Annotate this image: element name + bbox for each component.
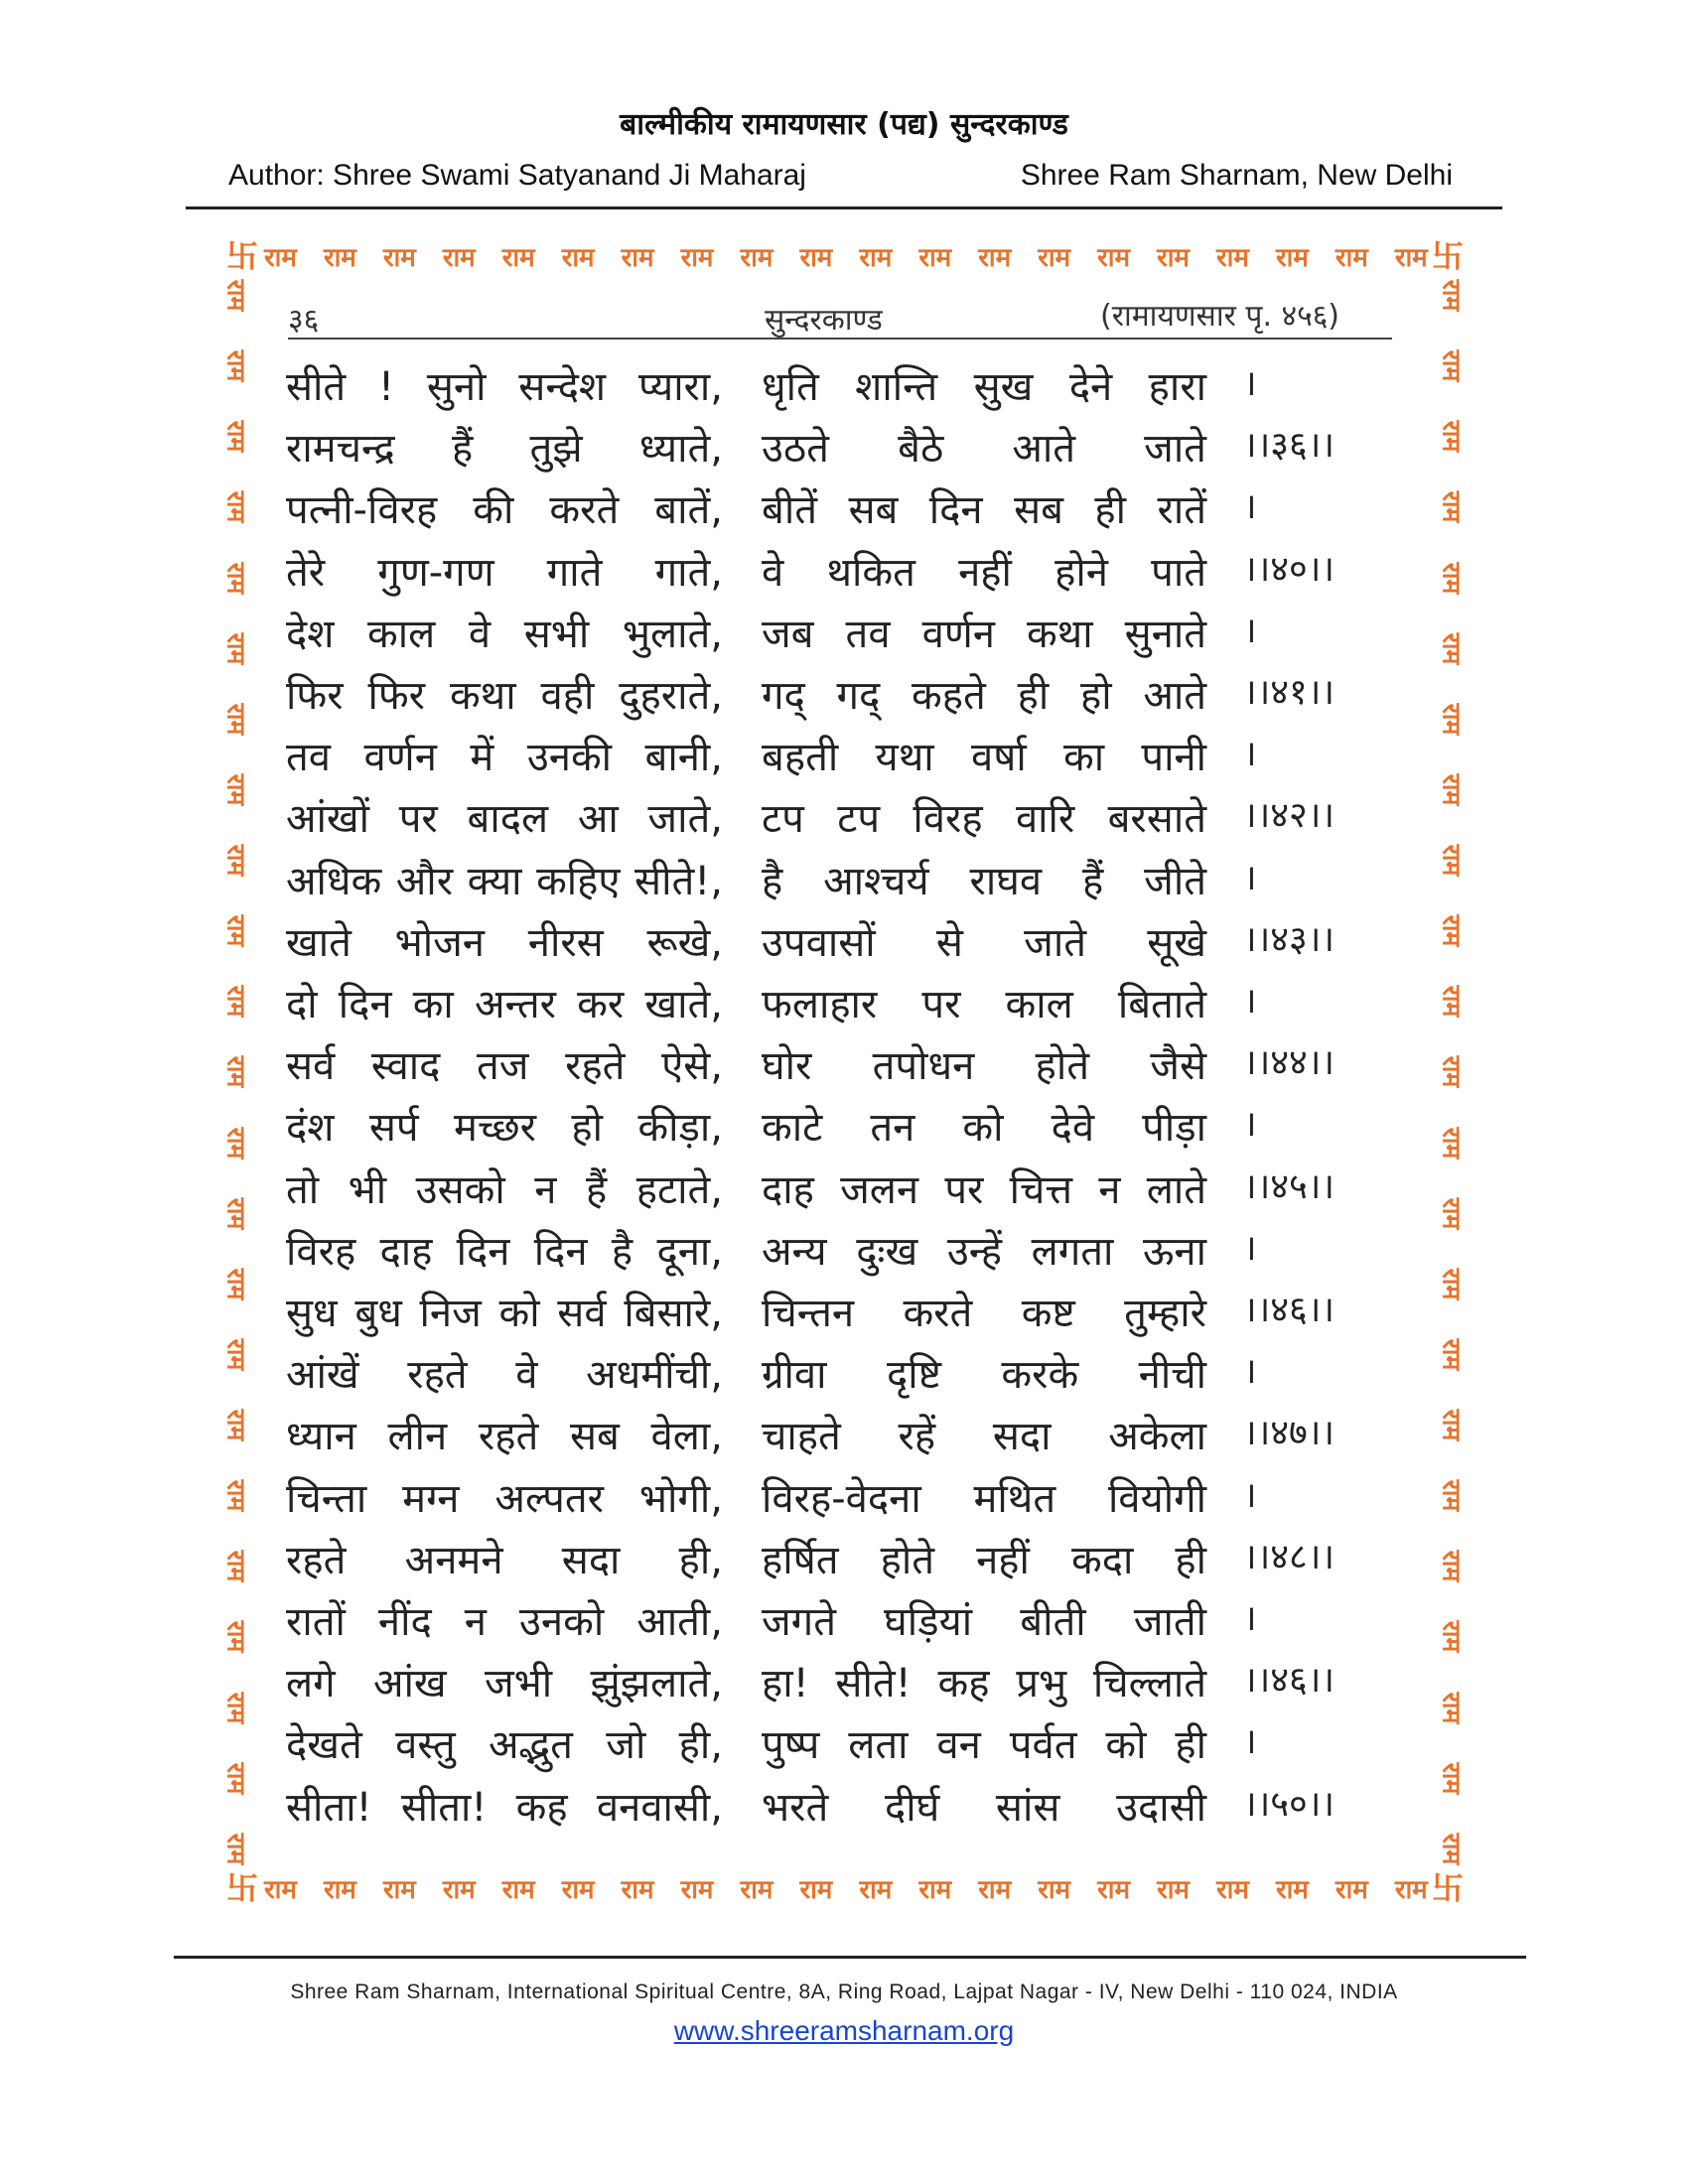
ram-word: राम: [501, 243, 535, 273]
website-link[interactable]: www.shreeramsharnam.org: [673, 2015, 1015, 2046]
ram-border-bottom: [264, 1868, 1428, 1908]
verse-number-mark: ।।४४।।: [1243, 1042, 1336, 1084]
verse-second-half: विरह-वेदना मथित वियोगी: [762, 1475, 1206, 1522]
verse-line: [0, 1715, 1688, 1777]
verse-number-mark: ।: [1243, 1721, 1257, 1763]
ram-word: राम: [918, 1875, 952, 1905]
verse-line: [0, 543, 1688, 605]
ram-word: राम: [1437, 1762, 1467, 1794]
ram-word: राम: [1038, 1875, 1071, 1905]
ram-word: राम: [221, 562, 251, 594]
ram-word: राम: [1437, 844, 1467, 877]
verse-first-half: रामचन्द्र हैं तुझे ध्याते,: [286, 426, 723, 473]
ram-word: राम: [221, 985, 251, 1018]
verse-second-half: अन्य दुःख उन्हें लगता ऊना: [762, 1228, 1206, 1275]
author-line: Author: Shree Swami Satyanand Ji Maharaj: [228, 159, 806, 192]
verse-line: [0, 1098, 1688, 1160]
verse-number-mark: ।।४६।।: [1243, 1290, 1336, 1330]
verse-second-half: चिन्तन करते कष्ट तुम्हारे: [762, 1291, 1206, 1336]
verse-second-half: है आश्चर्य राघव हैं जीते: [762, 858, 1206, 904]
verse-first-half: खाते भोजन नीरस रूखे,: [286, 919, 723, 966]
verse-line: [0, 419, 1688, 480]
verse-second-half: चाहते रहें सदा अकेला: [762, 1414, 1206, 1460]
verse-number-mark: ।।४१।।: [1243, 672, 1336, 713]
verse-first-half: फिर फिर कथा वही दुहराते,: [286, 673, 723, 719]
verse-second-half: हर्षित होते नहीं कदा ही: [762, 1537, 1206, 1583]
ram-word: राम: [799, 1875, 833, 1905]
ram-word: राम: [1335, 243, 1368, 273]
ram-word: राम: [859, 243, 893, 273]
verse-number-mark: ।: [1243, 1227, 1257, 1269]
verse-second-half: भरते दीर्घ सांस उदासी: [762, 1784, 1206, 1831]
ram-word: राम: [221, 491, 251, 523]
verse-line: [0, 1160, 1688, 1222]
ram-word: राम: [740, 243, 774, 273]
ram-word: राम: [740, 1875, 774, 1905]
verse-second-half: बहती यथा वर्षा का पानी: [762, 735, 1206, 781]
verse-first-half: सुध बुध निज को सर्व बिसारे,: [286, 1291, 723, 1336]
verse-first-half: लगे आंख जभी झुंझलाते,: [286, 1661, 723, 1707]
verse-second-half: काटे तन को देवे पीड़ा: [762, 1105, 1206, 1152]
verse-second-half: गद् गद् कहते ही हो आते: [762, 673, 1206, 719]
verse-line: [0, 1284, 1688, 1345]
ram-word: राम: [859, 1875, 893, 1905]
ram-word: राम: [1335, 1875, 1368, 1905]
ram-word: राम: [221, 914, 251, 947]
ram-word: राम: [323, 1875, 356, 1905]
ram-word: राम: [1437, 1197, 1467, 1229]
ram-word: राम: [1437, 1621, 1467, 1653]
ram-word: राम: [221, 1197, 251, 1229]
ram-word: राम: [561, 243, 595, 273]
inner-header-divider: [288, 338, 1392, 340]
verse-first-half: आंखों पर बादल आ जाते,: [286, 796, 723, 843]
verse-number-mark: ।।४८।।: [1243, 1536, 1336, 1577]
page-number: ३६: [288, 303, 320, 338]
verse-second-half: हा! सीते! कह प्रभु चिल्लाते: [762, 1661, 1206, 1707]
ram-word: राम: [918, 243, 952, 273]
verse-line: [0, 605, 1688, 666]
ram-word: राम: [264, 243, 297, 273]
ram-word: राम: [221, 349, 251, 382]
ram-word: राम: [1437, 773, 1467, 806]
verse-first-half: अधिक और क्या कहिए सीते!,: [286, 858, 723, 904]
verse-line: [0, 1222, 1688, 1284]
verse-line: [0, 480, 1688, 542]
ram-word: राम: [442, 243, 476, 273]
ram-word: राम: [1275, 243, 1309, 273]
verse-first-half: आंखें रहते वे अधमींची,: [286, 1352, 723, 1399]
verse-line: [0, 357, 1688, 419]
verse-number-mark: ।।४२।।: [1243, 795, 1336, 837]
verse-second-half: जगते घड़ियां बीती जाती: [762, 1599, 1206, 1645]
verse-second-half: बीतें सब दिन सब ही रातें: [762, 487, 1206, 534]
ram-word: राम: [442, 1875, 476, 1905]
ram-word: राम: [221, 1833, 251, 1865]
ram-word: राम: [621, 243, 654, 273]
ram-word: राम: [1437, 279, 1467, 312]
ram-word: राम: [221, 1127, 251, 1159]
ram-word: राम: [382, 1875, 416, 1905]
verse-line: [0, 913, 1688, 975]
verse-first-half: रहते अनमने सदा ही,: [286, 1537, 723, 1583]
verse-first-half: देश काल वे सभी भुलाते,: [286, 611, 723, 657]
verse-line: [0, 975, 1688, 1036]
ram-word: राम: [1097, 243, 1131, 273]
verse-first-half: तव वर्णन में उनकी बानी,: [286, 735, 723, 781]
verse-first-half: चिन्ता मग्न अल्पतर भोगी,: [286, 1475, 723, 1522]
ram-word: राम: [221, 1056, 251, 1088]
ram-word: राम: [221, 1762, 251, 1794]
ram-word: राम: [1394, 1875, 1428, 1905]
verse-first-half: देखते वस्तु अद्भुत जो ही,: [286, 1722, 723, 1769]
verse-line: [0, 1469, 1688, 1531]
ram-word: राम: [680, 1875, 714, 1905]
verse-number-mark: ।: [1243, 610, 1257, 651]
ram-word: राम: [1437, 1833, 1467, 1865]
ram-word: राम: [1437, 1409, 1467, 1441]
verse-number-mark: ।: [1243, 1474, 1257, 1516]
footer-address: Shree Ram Sharnam, International Spiritual Centre, 8A, Ring Road, Lajpat Nagar - IV, New Delhi - 110 024, INDIA: [290, 1980, 1398, 2003]
ram-word: राम: [1157, 243, 1190, 273]
verse-line: [0, 1407, 1688, 1468]
ram-word: राम: [1216, 1875, 1249, 1905]
verse-number-mark: ।: [1243, 1598, 1257, 1639]
verse-line: [0, 666, 1688, 728]
ram-word: राम: [1437, 1338, 1467, 1371]
verse-first-half: तेरे गुण-गण गाते गाते,: [286, 549, 723, 596]
ram-word: राम: [221, 1409, 251, 1441]
verse-line: [0, 1654, 1688, 1715]
verse-first-half: रातों नींद न उनको आती,: [286, 1599, 723, 1645]
ram-word: राम: [1157, 1875, 1190, 1905]
verse-number-mark: ।: [1243, 734, 1257, 775]
ram-word: राम: [221, 279, 251, 312]
verse-number-mark: ।: [1243, 981, 1257, 1022]
verse-first-half: पत्नी-विरह की करते बातें,: [286, 487, 723, 534]
section-title: सुन्दरकाण्ड: [765, 303, 883, 338]
ram-word: राम: [978, 243, 1012, 273]
verse-line: [0, 1778, 1688, 1840]
verse-number-mark: ।: [1243, 1104, 1257, 1146]
verse-number-mark: ।।४७।।: [1243, 1413, 1336, 1454]
ram-word: राम: [221, 420, 251, 453]
verse-first-half: सीता! सीता! कह वनवासी,: [286, 1784, 723, 1831]
ram-word: राम: [1437, 1550, 1467, 1582]
document-title: बाल्मीकीय रामायणसार (पद्य) सुन्दरकाण्ड: [620, 107, 1068, 142]
verse-number-mark: ।।५०।।: [1243, 1783, 1336, 1825]
ram-word: राम: [1437, 632, 1467, 664]
verse-line: [0, 1531, 1688, 1592]
verse-line: [0, 1592, 1688, 1654]
publisher-line: Shree Ram Sharnam, New Delhi: [1020, 159, 1453, 192]
ram-word: राम: [221, 1479, 251, 1512]
verse-second-half: उपवासों से जाते सूखे: [762, 919, 1206, 966]
ram-word: राम: [1275, 1875, 1309, 1905]
verse-second-half: वे थकित नहीं होने पाते: [762, 549, 1206, 596]
ram-word: राम: [1394, 243, 1428, 273]
page-reference: (रामायणसार पृ. ४५६): [1100, 299, 1340, 334]
verse-second-half: दाह जलन पर चित्त न लाते: [762, 1166, 1206, 1213]
ram-word: राम: [1437, 420, 1467, 453]
verse-number-mark: ।: [1243, 363, 1257, 404]
ram-word: राम: [323, 243, 356, 273]
ram-word: राम: [680, 243, 714, 273]
ram-word: राम: [1437, 1479, 1467, 1512]
verse-first-half: दंश सर्प मच्छर हो कीड़ा,: [286, 1105, 723, 1152]
ram-word: राम: [1437, 349, 1467, 382]
ram-word: राम: [221, 632, 251, 664]
ram-word: राम: [382, 243, 416, 273]
ram-word: राम: [799, 243, 833, 273]
ram-word: राम: [221, 703, 251, 736]
verse-number-mark: ।।४०।।: [1243, 548, 1336, 590]
ram-word: राम: [221, 1550, 251, 1582]
ram-word: राम: [221, 844, 251, 877]
verse-number-mark: ।: [1243, 486, 1257, 528]
ram-word: राम: [1437, 1127, 1467, 1159]
verse-line: [0, 852, 1688, 913]
verse-line: [0, 1345, 1688, 1407]
verse-second-half: फलाहार पर काल बिताते: [762, 982, 1206, 1027]
verse-number-mark: ।।३६।।: [1243, 425, 1336, 467]
ram-word: राम: [1437, 1692, 1467, 1723]
corner-swastika-top-right: 卐: [1431, 237, 1464, 275]
verse-first-half: तो भी उसको न हैं हटाते,: [286, 1166, 723, 1213]
verse-second-half: ग्रीवा दृष्टि करके नीची: [762, 1352, 1206, 1399]
ram-word: राम: [221, 1338, 251, 1371]
corner-swastika-bottom-right: 卐: [1431, 1869, 1464, 1907]
verse-second-half: पुष्प लता वन पर्वत को ही: [762, 1722, 1206, 1769]
ram-word: राम: [1097, 1875, 1131, 1905]
corner-swastika-bottom-left: 卐: [225, 1869, 258, 1907]
ram-word: राम: [1437, 703, 1467, 736]
verse-first-half: सर्व स्वाद तज रहते ऐसे,: [286, 1043, 723, 1090]
ram-word: राम: [978, 1875, 1012, 1905]
verse-number-mark: ।।४३।।: [1243, 918, 1336, 960]
verse-line: [0, 728, 1688, 789]
verse-second-half: उठते बैठे आते जाते: [762, 426, 1206, 473]
ram-word: राम: [1437, 1268, 1467, 1300]
ram-word: राम: [264, 1875, 297, 1905]
verse-second-half: जब तव वर्णन कथा सुनाते: [762, 611, 1206, 657]
ram-word: राम: [1038, 243, 1071, 273]
ram-word: राम: [501, 1875, 535, 1905]
ram-word: राम: [1216, 243, 1249, 273]
ram-border-top: [264, 236, 1428, 276]
ram-word: राम: [1437, 562, 1467, 594]
ram-word: राम: [221, 1621, 251, 1653]
verse-number-mark: ।।४६।।: [1243, 1660, 1336, 1702]
ram-word: राम: [221, 1692, 251, 1723]
verse-first-half: सीते ! सुनो सन्देश प्यारा,: [286, 364, 723, 410]
ram-word: राम: [1437, 985, 1467, 1018]
verse-second-half: टप टप विरह वारि बरसाते: [762, 796, 1206, 843]
ram-word: राम: [1437, 914, 1467, 947]
verse-number-mark: ।: [1243, 1351, 1257, 1393]
ram-word: राम: [221, 1268, 251, 1300]
verse-number-mark: ।: [1243, 857, 1257, 898]
ram-word: राम: [621, 1875, 654, 1905]
verse-line: [0, 1036, 1688, 1098]
verse-first-half: दो दिन का अन्तर कर खाते,: [286, 982, 723, 1027]
verse-line: [0, 789, 1688, 851]
ram-word: राम: [1437, 491, 1467, 523]
verse-first-half: ध्यान लीन रहते सब वेला,: [286, 1414, 723, 1460]
verse-number-mark: ।।४५।।: [1243, 1165, 1336, 1207]
verse-first-half: विरह दाह दिन दिन है दूना,: [286, 1228, 723, 1275]
header-divider: [186, 206, 1502, 209]
ram-word: राम: [1437, 1056, 1467, 1088]
verse-second-half: धृति शान्ति सुख देने हारा: [762, 364, 1206, 410]
ram-word: राम: [561, 1875, 595, 1905]
verse-second-half: घोर तपोधन होते जैसे: [762, 1043, 1206, 1090]
corner-swastika-top-left: 卐: [225, 237, 258, 275]
footer-divider: [174, 1956, 1526, 1959]
ram-word: राम: [221, 773, 251, 806]
